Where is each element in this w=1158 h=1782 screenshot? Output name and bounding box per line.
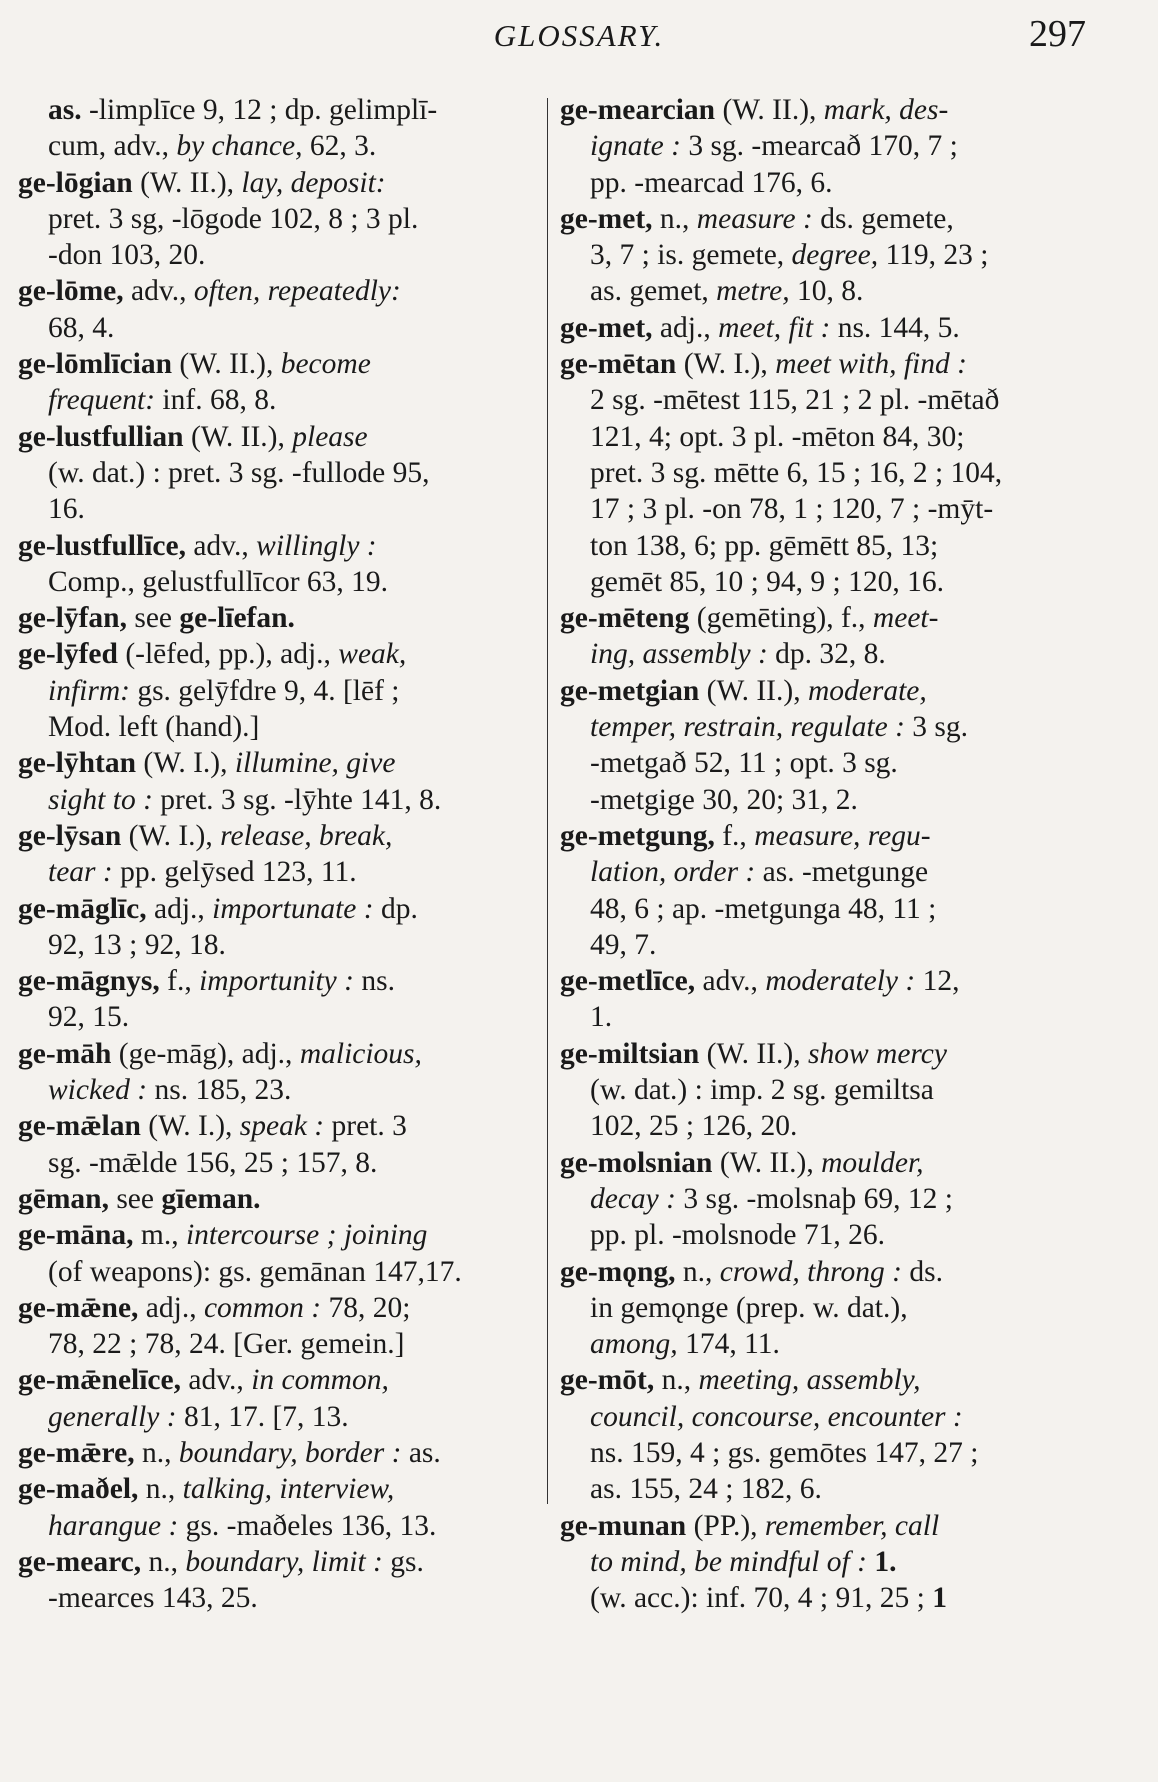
entry-text: 3 sg. -mearcað 170, 7 ; [680,130,958,163]
entry-text: 10, 8. [789,275,864,308]
headword: ge-māna, [18,1219,134,1252]
entry-continuation-line [18,782,540,818]
definition-text: talking, interview, [182,1473,395,1506]
entry-continuation-line [560,128,1080,164]
definition-text: weak, [338,638,407,671]
entry-headword-line [18,346,540,382]
entry-headword-line [560,310,1080,346]
entry-continuation-line [560,1108,1080,1144]
definition-text: willingly : [256,529,377,562]
entry-headword-line [18,165,540,201]
definition-text: meeting, assembly, [698,1364,921,1397]
entry-text: (ge-māg), adj., [111,1037,300,1070]
entry-continuation-line [18,1145,540,1181]
definition-text: please [292,420,368,453]
entry-continuation-line [18,854,540,890]
entry-continuation-line [18,1580,540,1616]
entry-continuation-line [18,455,540,491]
headword: ge-lustfullian [18,420,184,453]
entry-text: 62, 3. [302,130,377,163]
headword: ge-mǣne, [18,1291,139,1324]
entry-continuation-line [560,564,1080,600]
headword: ge-lōmlīcian [18,348,173,381]
entry-text: as. gemet, [590,275,717,308]
headword: ge-mearc, [18,1545,142,1578]
entry-headword-line [18,1217,540,1253]
definition-text: intercourse ; joining [185,1219,428,1252]
definition-text: crowd, throng : [719,1255,902,1288]
entry-text: 119, 23 ; [878,239,989,272]
entry-text: (-lēfed, pp.), adj., [117,638,339,671]
entry-text: 174, 11. [677,1328,780,1361]
entry-continuation-line [18,92,540,128]
definition-text: importunity : [199,965,354,998]
entry-headword-line [560,346,1080,382]
entry-text: 78, 22 ; 78, 24. [Ger. gemein.] [48,1328,405,1361]
entry-text: n., [141,1545,186,1578]
entry-text: 92, 15. [48,1001,130,1034]
entry-text: see [126,602,180,635]
definition-text: wicked : [48,1074,148,1107]
headword: ge-lȳsan [18,819,122,852]
entry-text: 1. [590,1001,613,1034]
entry-continuation-line [560,491,1080,527]
entry-text: Mod. left (hand).] [48,711,260,744]
entry-text: pret. 3 sg. mētte 6, 15 ; 16, 2 ; 104, [590,456,1003,489]
entry-headword-line [18,963,540,999]
entry-continuation-line [560,1290,1080,1326]
entry-text: (w. dat.) : imp. 2 sg. gemiltsa [590,1074,934,1107]
definition-text: speak : [239,1110,325,1143]
entry-text: 81, 17. [7, 13. [176,1400,349,1433]
entry-headword-line [18,419,540,455]
entry-headword-line [18,1290,540,1326]
entry-text: adv., [695,965,766,998]
entry-continuation-line [560,709,1080,745]
entry-text: 121, 4; opt. 3 pl. -mēton 84, 30; [590,420,965,453]
entry-headword-line [18,1471,540,1507]
entry-text: ns. 159, 4 ; gs. gemōtes 147, 27 ; [590,1436,979,1469]
entry-text: ton 138, 6; pp. gēmētt 85, 13; [590,529,939,562]
entry-headword-line [560,1036,1080,1072]
entry-continuation-line [560,1326,1080,1362]
entry-text: 3 sg. [904,711,969,744]
headword: ge-mǣlan [18,1110,141,1143]
entry-text: -metgige 30, 20; 31, 2. [590,783,858,816]
headword: ge-metlīce, [560,965,696,998]
page-number: 297 [1029,13,1086,55]
entry-text: (W. I.), [136,747,235,780]
entry-text: (PP.), [686,1509,765,1542]
entry-continuation-line [560,237,1080,273]
entry-headword-line [18,636,540,672]
entry-text: (W. II.), [172,348,281,381]
entry-continuation-line [18,201,540,237]
entry-continuation-line [560,636,1080,672]
entry-text: adv., [185,529,257,562]
definition-text: by chance, [176,130,303,163]
definition-text: lay, deposit: [241,166,386,199]
entry-text: n., [675,1255,720,1288]
headword: ge-mēteng [560,602,690,635]
definition-text: importunate : [212,892,374,925]
entry-text: pp. gelȳsed 123, 11. [112,856,357,889]
entry-text: (of weapons): gs. gemānan 147,17. [48,1255,462,1288]
entry-continuation-line [18,1399,540,1435]
definition-text: common : [203,1291,322,1324]
entry-text: gs. -maðeles 136, 13. [178,1509,437,1542]
definition-text: show mercy [807,1037,947,1070]
entry-text: 92, 13 ; 92, 18. [48,928,226,961]
definition-text: measure, regu- [754,819,931,852]
entry-text: (W. II.), [715,94,824,126]
entry-text: pret. 3 sg. -lȳhte 141, 8. [152,783,442,816]
entry-continuation-line [18,491,540,527]
definition-text: become [280,348,371,381]
entry-text: pret. 3 [324,1110,407,1143]
entry-text: f., [159,965,200,998]
entry-text: 3, 7 ; is. gemete, [590,239,792,272]
definition-text: mark, des- [823,94,949,126]
running-title: GLOSSARY. [493,18,665,53]
definition-text: in common, [251,1364,389,1397]
entry-text: ns. 185, 23. [147,1074,292,1107]
entry-continuation-line [560,1217,1080,1253]
entry-text: n., [134,1436,179,1469]
entry-text: 102, 25 ; 126, 20. [590,1110,798,1143]
headword: ge-māgnys, [18,965,160,998]
entry-text: 17 ; 3 pl. -on 78, 1 ; 120, 7 ; -mȳt- [590,493,994,526]
entry-text: -mearces 143, 25. [48,1582,258,1615]
entry-text: gs. [382,1545,424,1578]
entry-continuation-line [560,1580,1080,1616]
entry-text: Comp., gelustfullīcor 63, 19. [48,565,389,598]
entry-text: gs. gelȳfdre 9, 4. [lēf ; [129,674,400,707]
definition-text: moderate, [807,674,927,707]
entry-text: 49, 7. [590,928,657,961]
entry-text: 12, [915,965,960,998]
entry-text: adj., [138,1291,204,1324]
entry-headword-line [18,1108,540,1144]
entry-continuation-line [560,891,1080,927]
headword: ge-mōt, [560,1364,655,1397]
entry-text: (W. II.), [699,674,808,707]
entry-continuation-line [560,419,1080,455]
entry-headword-line [18,528,540,564]
entry-text: pp. pl. -molsnode 71, 26. [590,1219,885,1252]
entry-text: -don 103, 20. [48,239,206,272]
headword: gīeman. [161,1182,261,1215]
entry-text: 2 sg. -mētest 115, 21 ; 2 pl. -mētað [590,384,1000,417]
headword: ge-lōgian [18,166,133,199]
entry-text: -limplīce 9, 12 ; dp. gelimplī- [81,94,438,126]
headword: ge-miltsian [560,1037,700,1070]
entry-text: (W. II.), [183,420,293,453]
entry-headword-line [560,92,1080,128]
entry-text: n., [654,1364,699,1397]
entry-text: 78, 20; [321,1291,411,1324]
entry-text: see [108,1182,162,1215]
definition-text: temper, restrain, regulate : [590,711,905,744]
entry-headword-line [18,891,540,927]
entry-text: adv., [123,275,194,308]
entry-text: (w. dat.) : pret. 3 sg. -fullode 95, [48,456,430,489]
entry-continuation-line [560,165,1080,201]
entry-text: 3 sg. -molsnaþ 69, 12 ; [675,1182,953,1215]
column-divider [547,98,548,1504]
definition-text: generally : [48,1400,177,1433]
entry-headword-line [560,963,1080,999]
entry-text: adv., [181,1364,252,1397]
definition-text: metre, [716,275,790,308]
entry-text: 68, 4. [48,311,115,344]
entry-text: (W. II.), [132,166,242,199]
entry-continuation-line [560,1181,1080,1217]
entry-continuation-line [18,564,540,600]
page-header [0,12,1158,62]
headword: ge-molsnian [560,1146,713,1179]
entry-continuation-line [18,709,540,745]
glossary-column-right [560,92,1080,1616]
entry-continuation-line [560,382,1080,418]
definition-text: release, break, [220,819,393,852]
entry-text: adj., [146,892,213,925]
entry-headword-line [560,201,1080,237]
entry-text: -metgað 52, 11 ; opt. 3 sg. [590,747,898,780]
headword: ge-mǣnelīce, [18,1364,181,1397]
entry-headword-line [18,273,540,309]
entry-headword-line [560,818,1080,854]
headword: 1 [932,1582,947,1615]
entry-continuation-line [560,528,1080,564]
entry-text: (W. I.), [676,348,776,381]
entry-text: in gemǫnge (prep. w. dat.), [590,1291,908,1324]
entry-continuation-line [18,1508,540,1544]
definition-text: council, concourse, encounter : [590,1400,963,1433]
definition-text: moderately : [765,965,916,998]
headword: ge-munan [560,1509,687,1542]
definition-text: measure : [696,202,813,235]
entry-text: gemēt 85, 10 ; 94, 9 ; 120, 16. [590,565,944,598]
entry-text: as. [401,1436,441,1469]
definition-text: boundary, border : [178,1436,402,1469]
entry-headword-line [18,1362,540,1398]
entry-text: ds. [901,1255,943,1288]
definition-text: tear : [48,856,113,889]
definition-text: frequent: [48,384,156,417]
entry-continuation-line [560,927,1080,963]
entry-headword-line [560,673,1080,709]
entry-headword-line [18,600,540,636]
entry-continuation-line [560,1544,1080,1580]
definition-text: meet with, find : [775,348,967,381]
entry-text: ns. [353,965,395,998]
entry-headword-line [560,1362,1080,1398]
definition-text: decay : [590,1182,676,1215]
headword: ge-lōme, [18,275,124,308]
headword: ge-māh [18,1037,112,1070]
entry-continuation-line [560,273,1080,309]
headword: ge-mǣre, [18,1436,135,1469]
definition-text: ing, assembly : [590,638,768,671]
entry-continuation-line [560,782,1080,818]
definition-text: sight to : [48,783,153,816]
entry-continuation-line [18,128,540,164]
entry-text: (w. acc.): inf. 70, 4 ; 91, 25 ; [590,1582,933,1615]
entry-continuation-line [18,237,540,273]
entry-headword-line [560,1254,1080,1290]
definition-text: harangue : [48,1509,179,1542]
entry-continuation-line [560,854,1080,890]
headword: gēman, [18,1182,109,1215]
entry-text: sg. -mǣlde 156, 25 ; 157, 8. [48,1146,378,1179]
headword: ge-lȳhtan [18,747,136,780]
entry-text: m., [133,1219,186,1252]
definition-text: infirm: [48,674,130,707]
definition-text: among, [590,1328,678,1361]
headword: ge-lȳfed [18,638,118,671]
headword: ge-mǫng, [560,1255,676,1288]
headword: ge-līefan. [179,602,295,635]
entry-continuation-line [560,1471,1080,1507]
entry-continuation-line [560,1399,1080,1435]
entry-text: n., [652,202,697,235]
definition-text: meet- [872,602,939,635]
entry-headword-line [560,1508,1080,1544]
entry-continuation-line [18,673,540,709]
entry-continuation-line [18,1326,540,1362]
entry-continuation-line [560,455,1080,491]
entry-text: 48, 6 ; ap. -metgunga 48, 11 ; [590,892,937,925]
entry-text: (W. I.), [140,1110,240,1143]
entry-headword-line [18,1036,540,1072]
glossary-column-left [18,92,540,1616]
headword: as. [48,94,82,126]
entry-text: pp. -mearcad 176, 6. [590,166,833,199]
entry-text: n., [138,1473,183,1506]
headword: ge-metgung, [560,819,715,852]
entry-text: 16. [48,493,85,526]
headword: ge-mētan [560,348,677,381]
headword: ge-met, [560,202,653,235]
entry-text: ns. 144, 5. [830,311,960,344]
headword: ge-lȳfan, [18,602,127,635]
entry-headword-line [560,1145,1080,1181]
entry-text: (W. II.), [712,1146,822,1179]
entry-continuation-line [560,999,1080,1035]
entry-text: pret. 3 sg, -lōgode 102, 8 ; 3 pl. [48,202,419,235]
entry-continuation-line [560,1072,1080,1108]
headword: 1. [874,1545,897,1578]
definition-text: lation, order : [590,856,756,889]
definition-text: meet, fit : [718,311,831,344]
headword: ge-māglīc, [18,892,147,925]
entry-text: as. 155, 24 ; 182, 6. [590,1473,822,1506]
entry-continuation-line [560,745,1080,781]
entry-text: inf. 68, 8. [155,384,277,417]
entry-text: f., [714,819,755,852]
entry-continuation-line [18,310,540,346]
definition-text: malicious, [299,1037,422,1070]
entry-headword-line [18,1544,540,1580]
entry-headword-line [18,1435,540,1471]
entry-text: cum, adv., [48,130,177,163]
entry-text: dp. [373,892,418,925]
headword: ge-maðel, [18,1473,139,1506]
entry-text: ds. gemete, [812,202,954,235]
entry-headword-line [18,818,540,854]
definition-text: degree, [791,239,879,272]
entry-text: (W. I.), [121,819,221,852]
entry-continuation-line [560,1435,1080,1471]
headword: ge-metgian [560,674,700,707]
headword: ge-lustfullīce, [18,529,186,562]
entry-continuation-line [18,1254,540,1290]
entry-continuation-line [18,1072,540,1108]
definition-text: moulder, [821,1146,924,1179]
entry-text: (W. II.), [699,1037,808,1070]
entry-continuation-line [18,927,540,963]
definition-text: to mind, be mindful of : [590,1545,867,1578]
definition-text: illumine, give [234,747,396,780]
definition-text: often, repeatedly: [193,275,401,308]
entry-headword-line [18,1181,540,1217]
entry-headword-line [18,745,540,781]
definition-text: boundary, limit : [185,1545,383,1578]
definition-text: remember, call [764,1509,940,1542]
entry-headword-line [560,600,1080,636]
entry-text: adj., [652,311,719,344]
headword: ge-met, [560,311,653,344]
definition-text: ignate : [590,130,681,163]
headword: ge-mearcian [560,94,716,126]
entry-text: dp. 32, 8. [767,638,886,671]
entry-continuation-line [18,382,540,418]
entry-text: (gemēting), f., [689,602,873,635]
entry-continuation-line [18,999,540,1035]
entry-text: as. -metgunge [755,856,929,889]
